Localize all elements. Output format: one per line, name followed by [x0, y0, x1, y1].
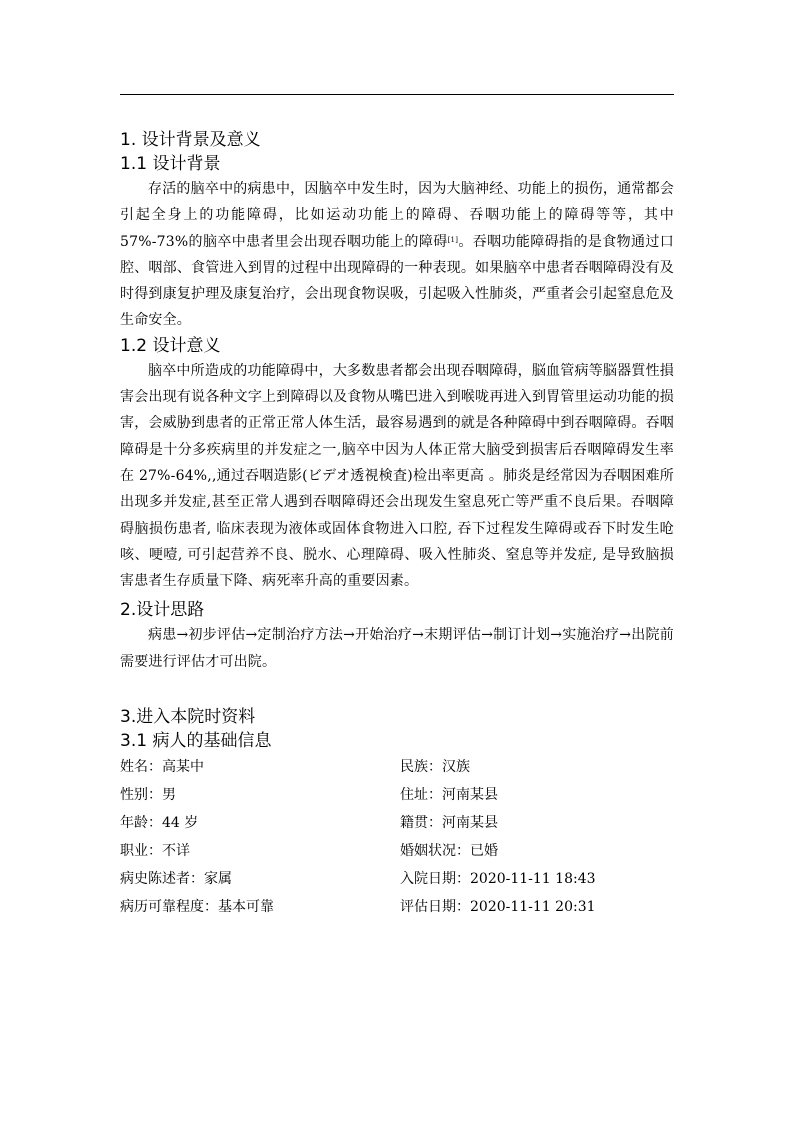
paragraph-design-significance: 脑卒中所造成的功能障碍中，大多数患者都会出现吞咽障碍，脳血管病等脳器質性損害会出现有说各种文字上到障碍以及食物从嘴巴进入到喉咙再进入到胃管里运动功能的损害，会威胁到患者的正常正常人体生活，最容易遇到的就是各种障碍中到吞咽障碍。吞咽障碍是十分多疾病里的并发症之一,脑卒中因为人体正常大脑受到损害后吞咽障碍发生率在 27%-64%,,通过吞咽造影(ビデオ透視検査)检出率更高 。肺炎是经常因为吞咽困难所出现多并发症,甚至正常人遇到吞咽障碍还会出现发生窒息死亡等严重不良后果。吞咽障碍脑损伤患者, 临床表现为液体或固体食物进入口腔, 吞下过程发生障碍或吞下时发生呛咳、哽噎, 可引起营养不良、脱水、心理障碍、吸入性肺炎、窒息等并发症, 是导致脑损害患者生存质量下降、病死率升高的重要因素。	[120, 362, 674, 590]
spacer	[120, 675, 674, 701]
table-row	[120, 893, 596, 921]
section-title-3: 3.进入本院时资料	[120, 707, 256, 728]
section-title-1: 1. 设计背景及意义	[120, 130, 261, 150]
section-title-2: 2.设计思路	[120, 600, 205, 621]
citation-ref[interactable]: [1]	[447, 235, 459, 244]
patient-info-table	[120, 753, 596, 921]
info-cell: 病历可靠程度：基本可靠	[120, 899, 274, 916]
table-row	[120, 865, 596, 893]
info-cell: 姓名：高某中	[120, 759, 204, 776]
info-cell: 住址：河南某县	[400, 787, 498, 804]
table-row	[120, 809, 596, 837]
info-cell: 性别：男	[120, 787, 176, 804]
info-cell: 评估日期：2020-11-11 20:31	[400, 899, 596, 916]
info-cell: 病史陈述者：家属	[120, 871, 232, 888]
table-row	[120, 753, 596, 781]
header-rule	[120, 94, 674, 95]
info-cell: 婚姻状况：已婚	[400, 843, 498, 860]
section-title-3-1: 3.1 病人的基础信息	[120, 731, 272, 752]
paragraph-text: 存活的脑卒中的病患中，因脑卒中发生时，因为大脑神经、功能上的损伤，通常都会引起全身上的功能障碍，比如运动功能上的障碍、吞咽功能上的障碍等等，其中 57%-73%的脑卒中患者里会出现吞咽功能上的障碍	[120, 181, 674, 250]
info-cell: 职业：不详	[120, 843, 190, 860]
paragraph-design-flow: 病患→初步评估→定制治疗方法→开始治疗→末期评估→制订计划→实施治疗→出院前需要进行评估才可出院。	[120, 627, 674, 670]
paragraph-design-background	[120, 176, 674, 334]
table-row	[120, 781, 596, 809]
paragraph-text: 。吞咽功能障碍指的是食物通过口腔、咽部、食管进入到胃的过程中出现障碍的一种表现。如果脑卒中患者吞咽障碍没有及时得到康复护理及康复治疗，会出现食物误吸，引起吸入性肺炎，严重者会引起窒息危及生命安全。	[120, 233, 674, 329]
section-title-1-2: 1.2 设计意义	[120, 335, 221, 356]
table-row	[120, 837, 596, 865]
document-body	[120, 124, 674, 921]
info-cell: 入院日期：2020-11-11 18:43	[400, 871, 596, 888]
info-cell: 民族：汉族	[400, 759, 470, 776]
info-cell: 籍贯：河南某县	[400, 815, 498, 832]
info-cell: 年龄：44 岁	[120, 815, 199, 832]
section-title-1-1: 1.1 设计背景	[120, 154, 221, 174]
